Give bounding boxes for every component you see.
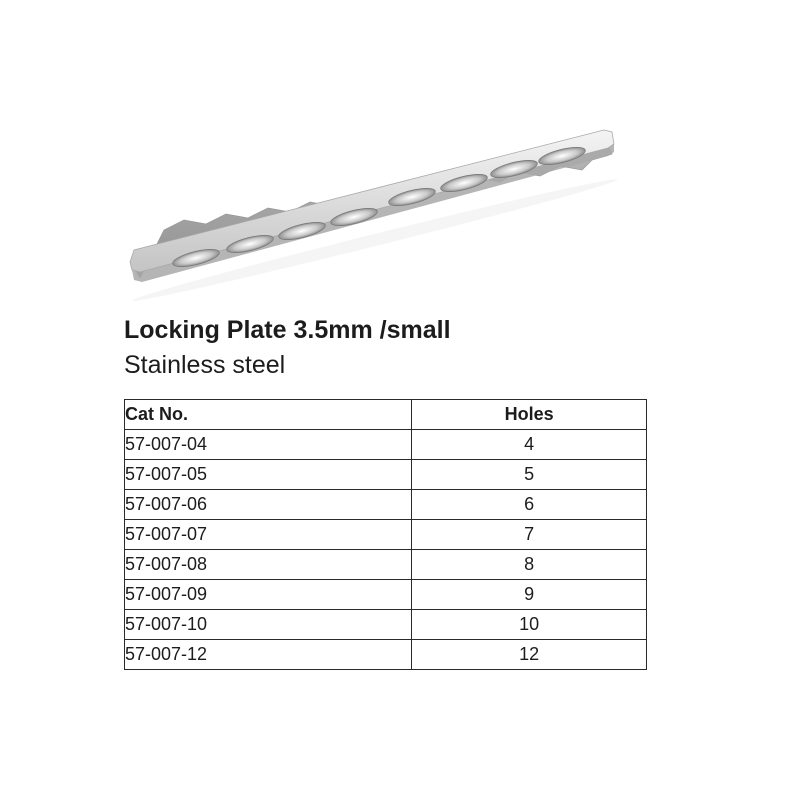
cat-no-cell: 57-007-06 xyxy=(125,490,412,520)
table-row xyxy=(125,520,647,550)
cat-no-cell: 57-007-12 xyxy=(125,640,412,670)
holes-cell: 6 xyxy=(412,490,647,520)
cat-no-cell: 57-007-05 xyxy=(125,460,412,490)
cat-no-cell: 57-007-09 xyxy=(125,580,412,610)
holes-cell: 7 xyxy=(412,520,647,550)
cat-no-cell: 57-007-10 xyxy=(125,610,412,640)
table-row xyxy=(125,460,647,490)
header-holes: Holes xyxy=(412,400,647,430)
holes-cell: 4 xyxy=(412,430,647,460)
table-row xyxy=(125,430,647,460)
table-row xyxy=(125,550,647,580)
holes-cell: 10 xyxy=(412,610,647,640)
product-image-locking-plate xyxy=(120,110,630,310)
cat-no-cell: 57-007-07 xyxy=(125,520,412,550)
holes-cell: 5 xyxy=(412,460,647,490)
table-row xyxy=(125,490,647,520)
product-title: Locking Plate 3.5mm /small xyxy=(124,316,451,344)
product-material: Stainless steel xyxy=(124,351,286,379)
holes-cell: 12 xyxy=(412,640,647,670)
holes-cell: 9 xyxy=(412,580,647,610)
cat-no-cell: 57-007-04 xyxy=(125,430,412,460)
cat-no-cell: 57-007-08 xyxy=(125,550,412,580)
locking-plate-illustration xyxy=(120,110,630,310)
header-cat-no: Cat No. xyxy=(125,400,412,430)
table-header-row xyxy=(125,400,647,430)
table-row xyxy=(125,580,647,610)
catalog-table xyxy=(124,399,647,670)
holes-cell: 8 xyxy=(412,550,647,580)
table-row xyxy=(125,610,647,640)
table-row xyxy=(125,640,647,670)
